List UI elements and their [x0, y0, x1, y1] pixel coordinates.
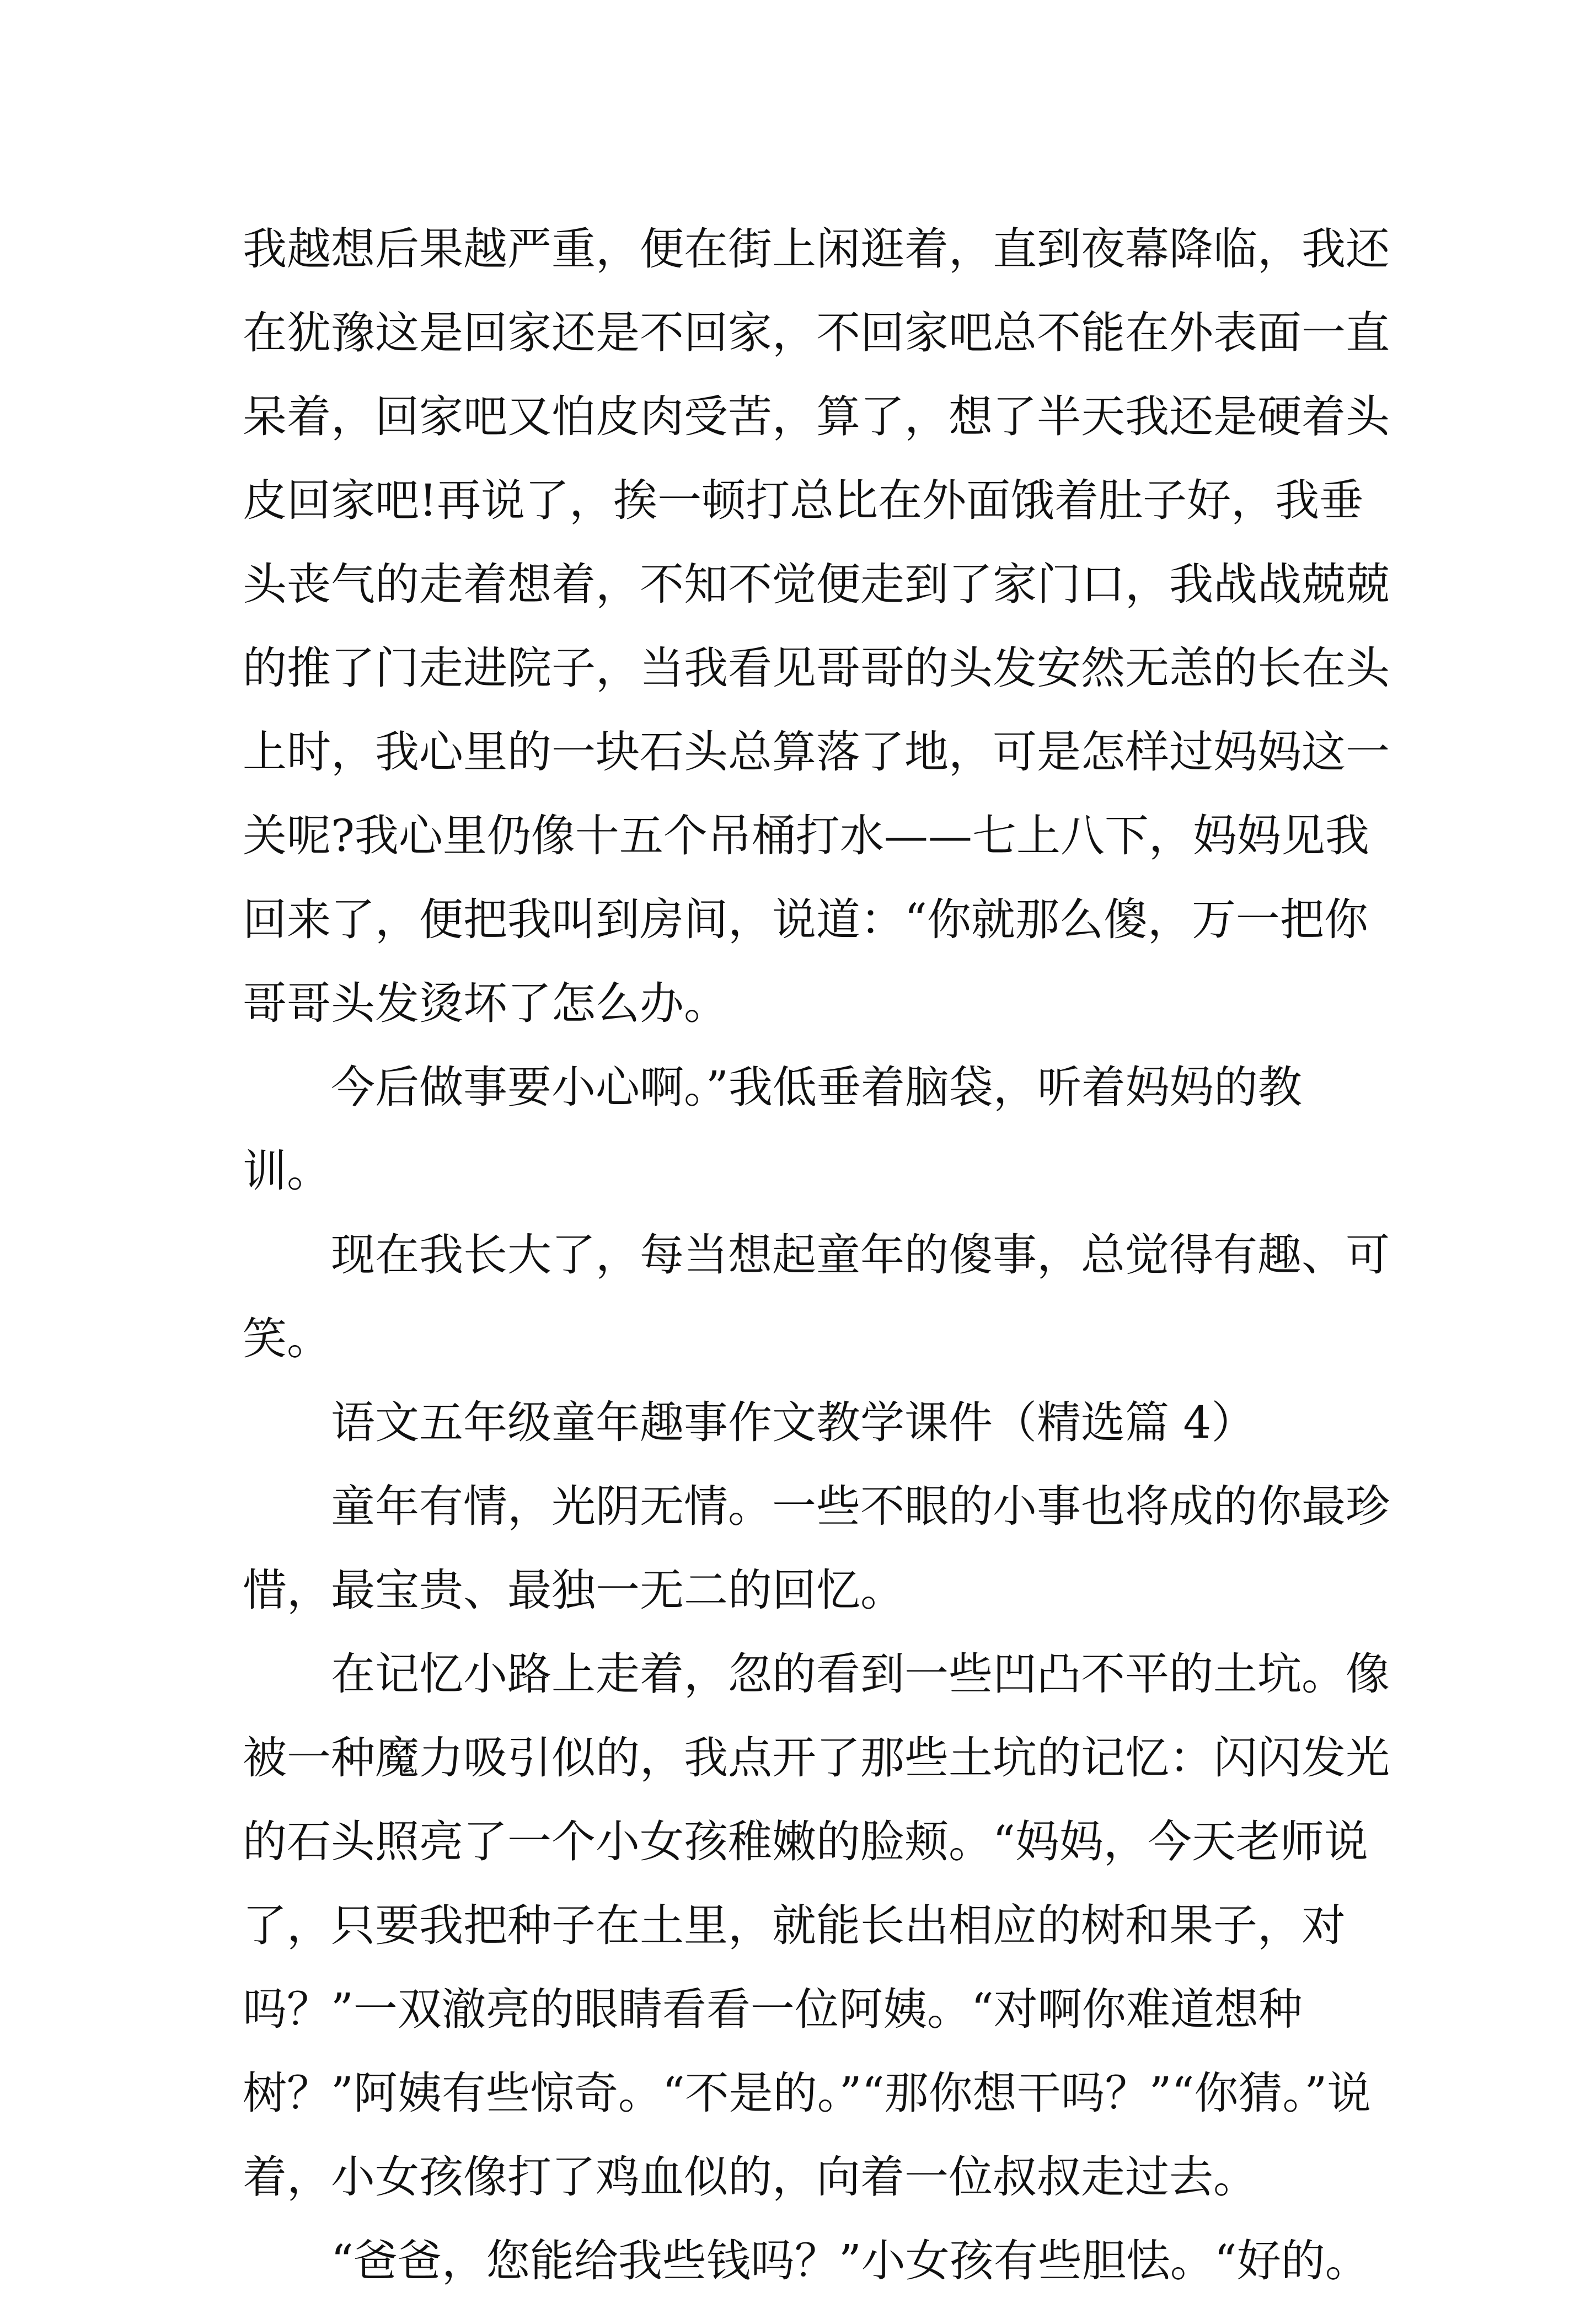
- paragraph: 现在我长大了，每当想起童年的傻事，总觉得有趣、可笑。: [243, 1229, 1390, 1364]
- paragraph: 今后做事要小心啊。”我低垂着脑袋，听着妈妈的教训。: [243, 1062, 1302, 1197]
- essay-body: [243, 207, 1390, 2303]
- paragraph: 童年有情，光阴无情。一些不眼的小事也将成的你最珍惜，最宝贵、最独一无二的回忆。: [243, 1481, 1390, 1616]
- paragraph: 我越想后果越严重，便在街上闲逛着，直到夜幕降临，我还在犹豫这是回家还是不回家，不回家吧总不能在外表面一直呆着，回家吧又怕皮肉受苦，算了，想了半天我还是硬着头皮回家吧!再说了，挨一顿打总比在外面饿着肚子好，我垂头丧气的走着想着，不知不觉便走到了家门口，我战战兢兢的推了门走进院子，当我看见哥哥的头发安然无恙的长在头上时，我心里的一块石头总算落了地，可是怎样过妈妈这一关呢?我心里仍像十五个吊桶打水——七上八下，妈妈见我回来了，便把我叫到房间，说道：“你就那么傻，万一把你哥哥头发烫坏了怎么办。: [243, 223, 1390, 1029]
- paragraph: “爸爸，您能给我些钱吗？”小女孩有些胆怯。“好的。: [243, 2235, 1369, 2286]
- paragraph: 在记忆小路上走着，忽的看到一些凹凸不平的土坑。像被一种魔力吸引似的，我点开了那些土坑的记忆：闪闪发光的石头照亮了一个小女孩稚嫩的脸颊。“妈妈，今天老师说了，只要我把种子在土里，就能长出相应的树和果子，对吗？”一双澈亮的眼睛看看一位阿姨。“对啊你难道想种树？”阿姨有些惊奇。“不是的。”“那你想干吗？”“你猜。”说着，小女孩像打了鸡血似的，向着一位叔叔走过去。: [243, 1648, 1390, 2203]
- section-heading: 语文五年级童年趣事作文教学课件（精选篇 4）: [243, 1397, 1256, 1448]
